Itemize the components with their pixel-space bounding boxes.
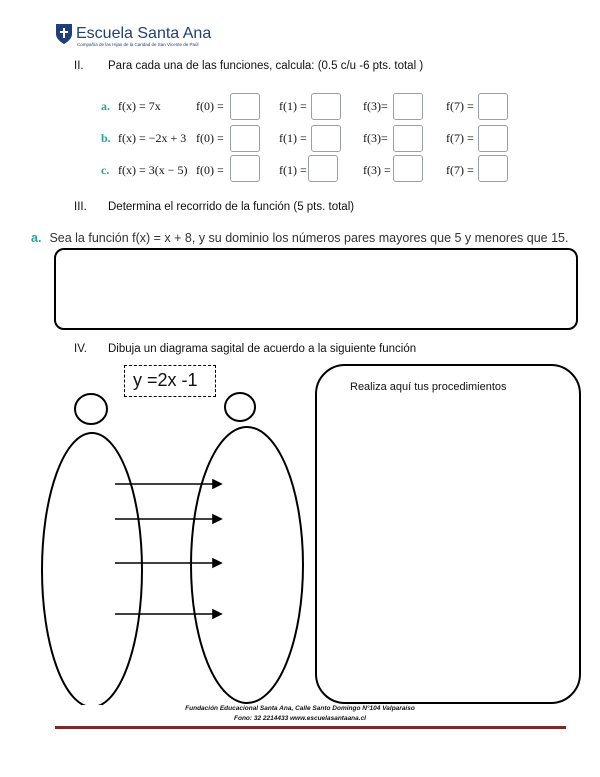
row-a-label-f0: f(0) =: [196, 99, 224, 113]
function-expression: y =2x -1: [133, 370, 198, 390]
school-logo-icon: [54, 22, 74, 46]
row-b-label-f3: f(3)=: [363, 131, 388, 145]
section-4-number: IV.: [74, 343, 88, 355]
range-answer-box[interactable]: [54, 248, 578, 330]
range-label-circle: [225, 393, 255, 421]
row-c-label-f7: f(7) =: [446, 163, 474, 177]
answer-box-b-f3[interactable]: [393, 125, 423, 152]
procedure-label: Realiza aquí tus procedimientos: [350, 381, 507, 393]
answer-box-c-f0[interactable]: [230, 155, 260, 182]
problem-text: Sea la función f(x) = x + 8, y su dominio los números pares mayores que 5 y menores que 15.: [49, 231, 569, 245]
row-b-label-f1: f(1) =: [279, 131, 307, 145]
answer-box-a-f3[interactable]: [393, 93, 423, 120]
answer-box-c-f3[interactable]: [393, 155, 423, 182]
row-b-function: f(x) = −2x + 3: [118, 131, 187, 145]
answer-box-a-f7[interactable]: [478, 93, 508, 120]
row-b-letter: b.: [101, 131, 111, 145]
problem-statement: [31, 231, 568, 245]
row-a-label-f1: f(1) =: [279, 99, 307, 113]
footer-address: Fundación Educacional Santa Ana, Calle Santo Domingo N°104 Valparaíso: [185, 705, 415, 712]
domain-label-circle: [75, 394, 107, 424]
answer-box-c-f1[interactable]: [308, 155, 338, 182]
row-a-label-f7: f(7) =: [446, 99, 474, 113]
row-a-label-f3: f(3)=: [363, 99, 388, 113]
row-b-label-f0: f(0) =: [196, 131, 224, 145]
row-c-label-f0: f(0) =: [196, 163, 224, 177]
row-a-function: f(x) = 7x: [118, 99, 161, 113]
school-name: Escuela Santa Ana: [76, 25, 212, 42]
section-4-title: Dibuja un diagrama sagital de acuerdo a la siguiente función: [108, 343, 417, 355]
footer-rule: [55, 726, 566, 729]
row-b-label-f7: f(7) =: [446, 131, 474, 145]
section-3-number: III.: [74, 201, 87, 213]
answer-box-c-f7[interactable]: [478, 155, 508, 182]
section-3-title: Determina el recorrido de la función (5 pts. total): [108, 201, 355, 213]
school-tagline: Compañía de las Hijas de la Caridad de San Vicente de Paúl: [77, 42, 199, 47]
problem-letter: a.: [31, 231, 42, 245]
footer-contact: Fono: 32 2214433 www.escuelasantaana.cl: [234, 715, 366, 722]
answer-box-b-f1[interactable]: [311, 125, 341, 152]
answer-box-a-f1[interactable]: [311, 93, 341, 120]
domain-set-ellipse: [42, 433, 142, 705]
sagittal-diagram: [30, 385, 310, 705]
answer-box-a-f0[interactable]: [230, 93, 260, 120]
row-c-letter: c.: [101, 163, 110, 177]
procedure-box[interactable]: [315, 364, 581, 704]
range-set-ellipse: [191, 427, 303, 703]
row-a-letter: a.: [101, 99, 110, 113]
row-c-label-f1: f(1) =: [279, 163, 307, 177]
section-2-number: II.: [74, 60, 84, 72]
row-c-function: f(x) = 3(x − 5): [118, 163, 188, 177]
answer-box-b-f0[interactable]: [230, 125, 260, 152]
section-2-title: Para cada una de las funciones, calcula: (0.5 c/u -6 pts. total ): [108, 60, 424, 72]
row-c-label-f3: f(3) =: [363, 163, 391, 177]
answer-box-b-f7[interactable]: [478, 125, 508, 152]
